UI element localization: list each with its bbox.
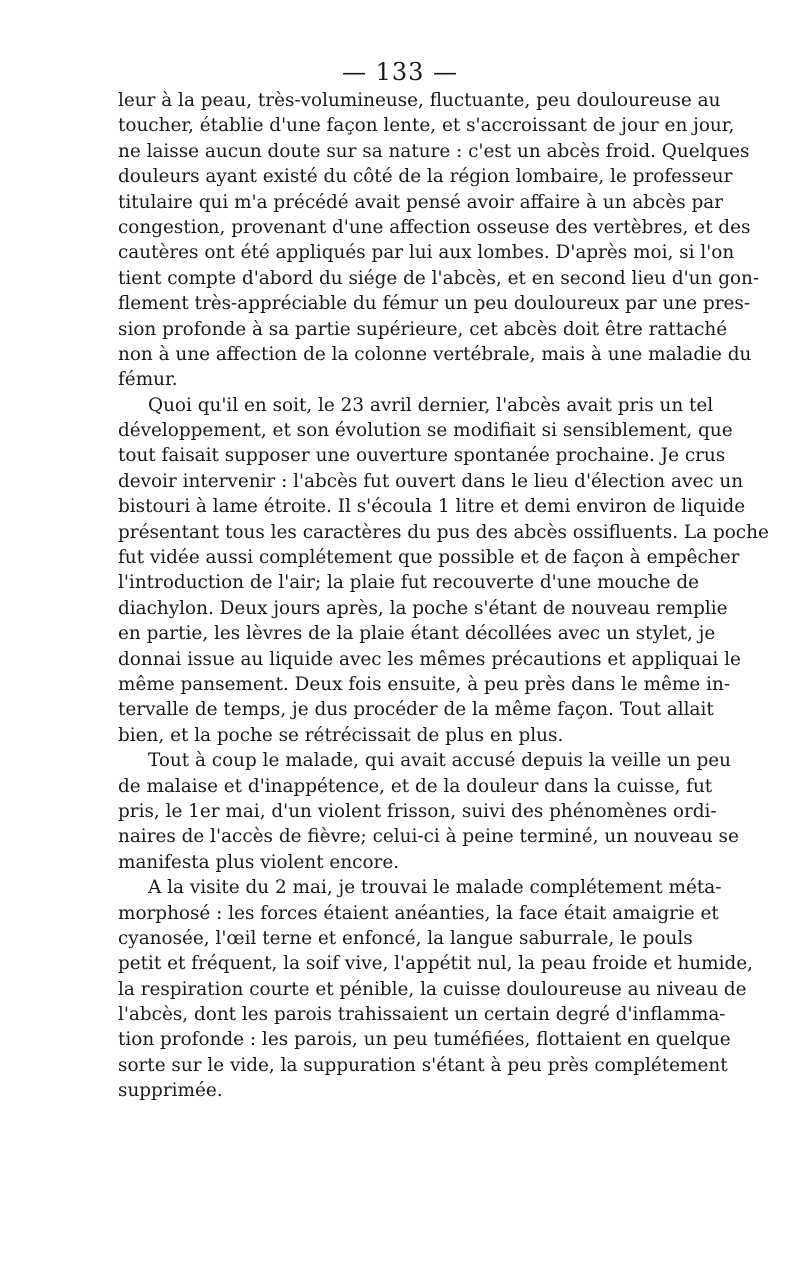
- text-line: pris, le 1er mai, d'un violent frisson, suivi des phénomènes ordi-: [118, 800, 717, 822]
- text-line: la respiration courte et pénible, la cuisse douloureuse au niveau de: [118, 978, 747, 1000]
- text-line: A la visite du 2 mai, je trouvai le malade complétement méta-: [148, 877, 722, 899]
- text-line: sorte sur le vide, la suppuration s'étant à peu près complétement: [118, 1054, 728, 1076]
- text-line: en partie, les lèvres de la plaie étant décollées avec un stylet, je: [118, 623, 716, 645]
- text-line: non à une affection de la colonne vertébrale, mais à une maladie du: [118, 343, 752, 365]
- paragraph: [118, 88, 760, 393]
- text-line: ne laisse aucun doute sur sa nature : c'est un abcès froid. Quelques: [118, 140, 750, 162]
- text-line: même pansement. Deux fois ensuite, à peu près dans le même in-: [118, 673, 731, 695]
- text-line: cautères ont été appliqués par lui aux lombes. D'après moi, si l'on: [118, 242, 735, 264]
- paragraph: [118, 393, 769, 748]
- paragraph: [118, 875, 753, 1104]
- text-line: congestion, provenant d'une affection osseuse des vertèbres, et des: [118, 216, 751, 238]
- text-line: présentant tous les caractères du pus des abcès ossifluents. La poche: [118, 521, 769, 543]
- text-line: morphosé : les forces étaient anéanties, la face était amaigrie et: [118, 902, 719, 924]
- text-line: donnai issue au liquide avec les mêmes précautions et appliquai le: [118, 648, 741, 670]
- paragraph: [118, 748, 739, 875]
- text-line: développement, et son évolution se modifiait si sensiblement, que: [118, 420, 733, 442]
- text-line: bien, et la poche se rétrécissait de plus en plus.: [118, 724, 564, 746]
- page-number: — 133 —: [341, 58, 459, 86]
- text-line: fut vidée aussi complétement que possible et de façon à empêcher: [118, 547, 740, 569]
- text-line: diachylon. Deux jours après, la poche s'étant de nouveau remplie: [118, 597, 728, 619]
- body-text: [118, 88, 769, 1104]
- text-line: titulaire qui m'a précédé avait pensé avoir affaire à un abcès par: [118, 191, 724, 213]
- text-line: fémur.: [118, 369, 178, 391]
- text-line: Tout à coup le malade, qui avait accusé depuis la veille un peu: [148, 750, 732, 772]
- text-line: douleurs ayant existé du côté de la région lombaire, le professeur: [118, 166, 733, 188]
- text-line: leur à la peau, très-volumineuse, fluctuante, peu douloureuse au: [118, 90, 721, 111]
- text-line: supprimée.: [118, 1080, 223, 1102]
- text-line: l'abcès, dont les parois trahissaient un certain degré d'inflamma-: [118, 1004, 726, 1026]
- text-line: manifesta plus violent encore.: [118, 851, 400, 873]
- text-line: Quoi qu'il en soit, le 23 avril dernier, l'abcès avait pris un tel: [148, 394, 714, 416]
- text-line: cyanosée, l'œil terne et enfoncé, la langue saburrale, le pouls: [118, 927, 693, 949]
- text-line: sion profonde à sa partie supérieure, cet abcès doit être rattaché: [118, 318, 728, 340]
- text-line: devoir intervenir : l'abcès fut ouvert dans le lieu d'élection avec un: [118, 470, 744, 492]
- text-line: tervalle de temps, je dus procéder de la même façon. Tout allait: [118, 699, 714, 721]
- text-line: flement très-appréciable du fémur un peu douloureux par une pres-: [118, 293, 751, 315]
- text-line: tion profonde : les parois, un peu tuméfiées, flottaient en quelque: [118, 1029, 731, 1051]
- text-line: l'introduction de l'air; la plaie fut recouverte d'une mouche de: [118, 572, 700, 594]
- text-line: naires de l'accès de fièvre; celui-ci à peine terminé, un nouveau se: [118, 826, 739, 848]
- text-line: petit et fréquent, la soif vive, l'appétit nul, la peau froide et humide,: [118, 953, 753, 975]
- text-line: de malaise et d'inappétence, et de la douleur dans la cuisse, fut: [118, 775, 713, 797]
- text-line: toucher, établie d'une façon lente, et s'accroissant de jour en jour,: [118, 115, 735, 137]
- text-line: tout faisait supposer une ouverture spontanée prochaine. Je crus: [118, 445, 726, 467]
- text-line: bistouri à lame étroite. Il s'écoula 1 litre et demi environ de liquide: [118, 496, 746, 518]
- text-line: tient compte d'abord du siége de l'abcès, et en second lieu d'un gon-: [118, 267, 760, 289]
